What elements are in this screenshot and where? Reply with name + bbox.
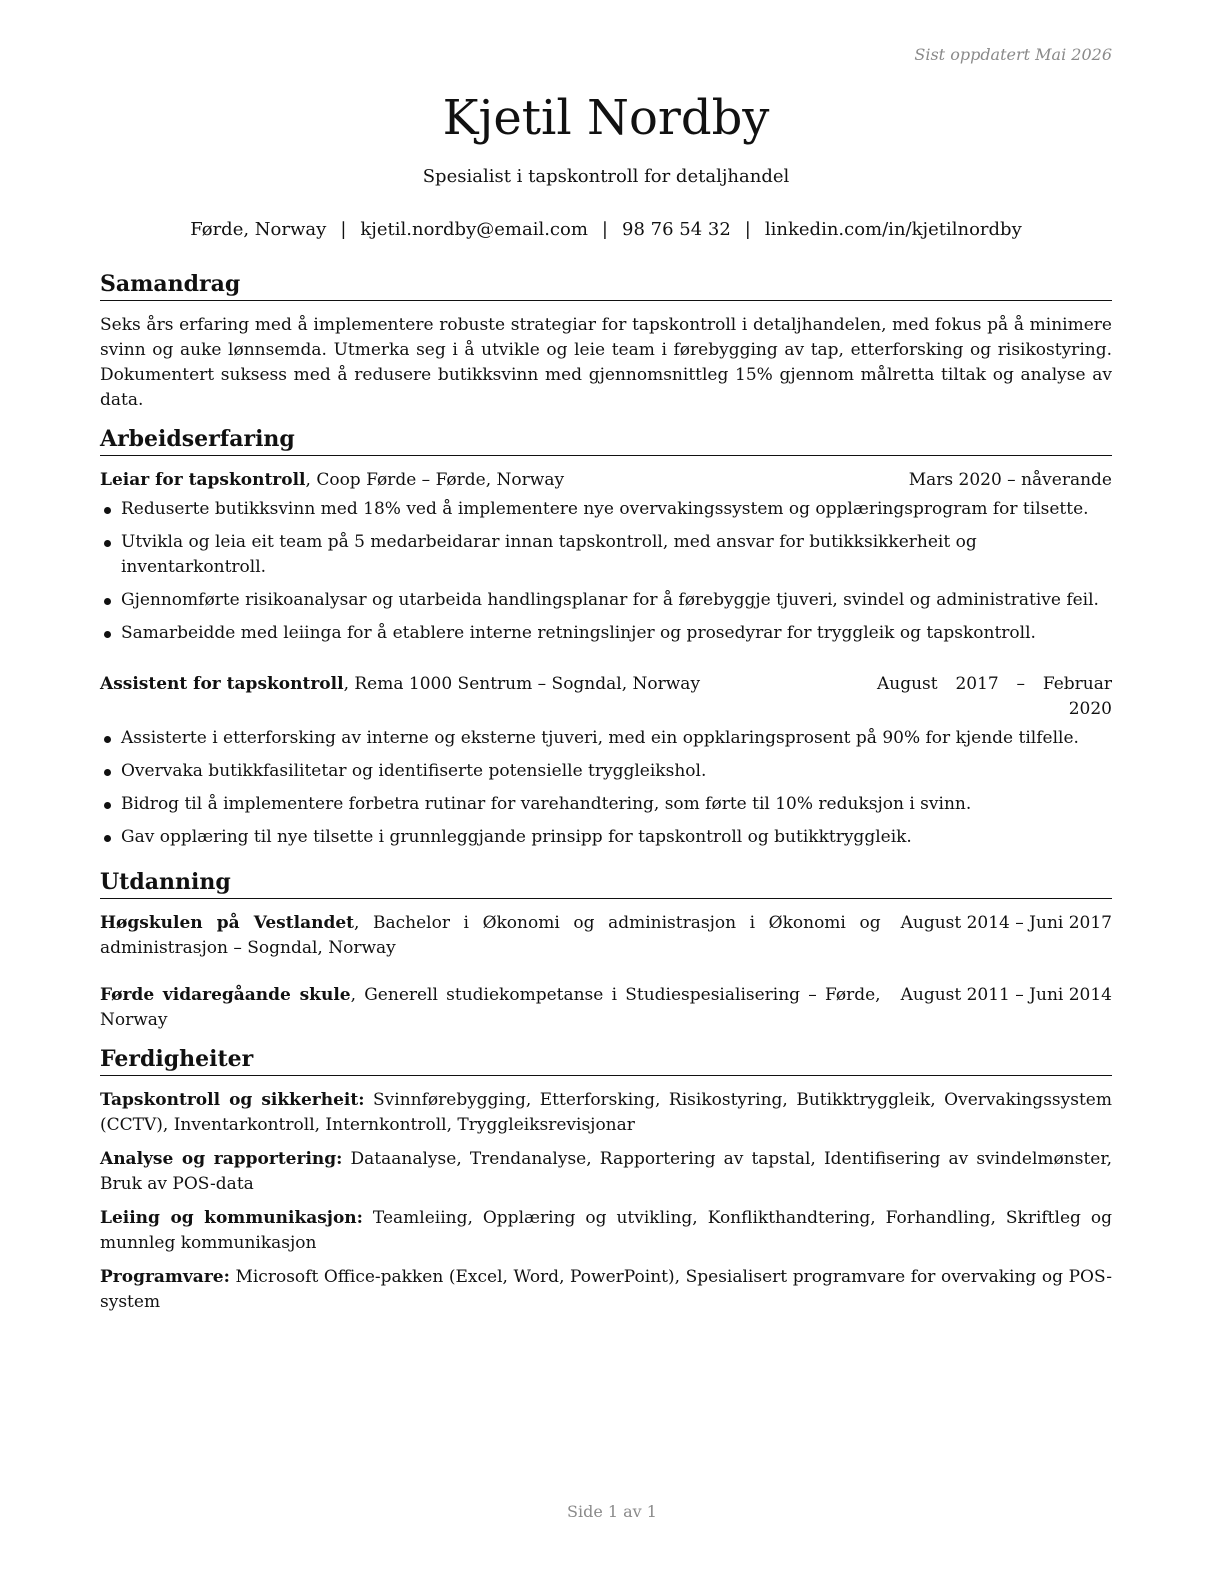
skill-label: Analyse og rapportering: — [100, 1149, 343, 1169]
school-name: Førde vidaregåande skule — [100, 985, 351, 1005]
job-bullets — [100, 497, 1112, 646]
list-item: Gav opplæring til nye tilsette i grunnleggjande prinsipp for tapskontroll og butikktryggleik. — [100, 825, 1112, 850]
candidate-name: Kjetil Nordby — [442, 90, 770, 146]
list-item: Utvikla og leia eit team på 5 medarbeidarar innan tapskontroll, med ansvar for butikksikkerheit og inventarkontroll. — [100, 530, 1112, 580]
education-dates: August 2014 – Juni 2017 — [900, 913, 1112, 933]
job-header — [100, 468, 1112, 493]
contact-separator: | — [601, 219, 608, 240]
skill-group — [100, 1147, 1112, 1197]
page-number: Side 1 av 1 — [567, 1502, 657, 1521]
skill-label: Tapskontroll og sikkerheit: — [100, 1090, 365, 1110]
section-title-summary: Samandrag — [100, 270, 1112, 301]
education-section — [100, 868, 1112, 1033]
experience-section — [100, 425, 1112, 850]
skill-text: Svinnførebygging, Etterforsking, Risikostyring, Butikktryggleik, Overvakingssystem (CCTV), Inventarkontroll, Internkontroll, Tryggleiksrevisjonar — [100, 1090, 1112, 1135]
job-bullets — [100, 726, 1112, 850]
job-role: Assistent for tapskontroll — [100, 674, 344, 694]
skill-group — [100, 1206, 1112, 1256]
last-updated: Sist oppdatert Mai 2026 — [914, 45, 1112, 64]
list-item: Reduserte butikksvinn med 18% ved å implementere nye overvakingssystem og opplæringsprogram for tilsette. — [100, 497, 1112, 522]
contact-separator: | — [744, 219, 751, 240]
contact-linkedin[interactable]: linkedin.com/in/kjetilnordby — [764, 219, 1022, 240]
skill-group — [100, 1088, 1112, 1138]
school-name: Høgskulen på Vestlandet — [100, 913, 354, 933]
skill-text: Dataanalyse, Trendanalyse, Rapportering av tapstal, Identifisering av svindelmønster, Bruk av POS-data — [100, 1149, 1112, 1194]
section-title-experience: Arbeidserfaring — [100, 425, 1112, 456]
section-title-education: Utdanning — [100, 868, 1112, 899]
list-item: Samarbeidde med leiinga for å etablere interne retningslinjer og prosedyrar for tryggleik og tapskontroll. — [100, 621, 1112, 646]
list-item: Bidrog til å implementere forbetra rutinar for varehandtering, som førte til 10% reduksjon i svinn. — [100, 792, 1112, 817]
list-item: Overvaka butikkfasilitetar og identifiserte potensielle tryggleikshol. — [100, 759, 1112, 784]
education-detail: , Bachelor i Økonomi og administrasjon i Økonomi og administrasjon – Sogndal, Norway — [100, 913, 881, 958]
job-entry — [100, 468, 1112, 646]
skill-text: Teamleiing, Opplæring og utvikling, Konflikthandtering, Forhandling, Skriftleg og munnleg kommunikasjon — [100, 1208, 1112, 1253]
list-item: Assisterte i etterforsking av interne og eksterne tjuveri, med ein oppklaringsprosent på 90% for kjende tilfelle. — [100, 726, 1112, 751]
education-entry — [100, 911, 1112, 961]
summary-section — [100, 270, 1112, 413]
job-dates: Mars 2020 – nåverande — [908, 470, 1112, 490]
skill-label: Leiing og kommunikasjon: — [100, 1208, 363, 1228]
education-entry — [100, 983, 1112, 1033]
job-employer: , Rema 1000 Sentrum – Sogndal, Norway — [343, 674, 701, 694]
contact-location: Førde, Norway — [190, 219, 327, 240]
contact-separator: | — [340, 219, 347, 240]
resume-content — [100, 270, 1112, 1327]
list-item: Gjennomførte risikoanalysar og utarbeida handlingsplanar for å førebyggje tjuveri, svindel og administrative feil. — [100, 588, 1112, 613]
job-dates: August 2017 – Februar 2020 — [877, 674, 1112, 719]
skill-group — [100, 1265, 1112, 1315]
skill-label: Programvare: — [100, 1267, 230, 1287]
summary-text: Seks års erfaring med å implementere robuste strategiar for tapskontroll i detaljhandelen, med fokus på å minimere svinn og auke lønnsemda. Utmerka seg i å utvikle og leie team i førebygging av tap, etterforsking og risikostyring. Dokumentert suksess med å redusere butikksvinn med gjennomsnittleg 15% gjennom målretta tiltak og analyse av data. — [100, 315, 1112, 410]
contact-email[interactable]: kjetil.nordby@email.com — [360, 219, 588, 240]
job-employer: , Coop Førde – Førde, Norway — [305, 470, 565, 490]
contact-line — [100, 219, 1112, 240]
section-title-skills: Ferdigheiter — [100, 1045, 1112, 1076]
contact-phone: 98 76 54 32 — [622, 219, 731, 240]
education-detail: , Generell studiekompetanse i Studiespesialisering – Førde, Norway — [100, 985, 881, 1030]
education-dates: August 2011 – Juni 2014 — [900, 985, 1112, 1005]
candidate-title: Spesialist i tapskontroll for detaljhandel — [422, 166, 790, 187]
skill-text: Microsoft Office-pakken (Excel, Word, PowerPoint), Spesialisert programvare for overvaking og POS-system — [100, 1267, 1112, 1312]
skills-section — [100, 1045, 1112, 1315]
job-entry — [100, 672, 1112, 850]
job-role: Leiar for tapskontroll — [100, 470, 306, 490]
job-header — [100, 672, 1112, 722]
